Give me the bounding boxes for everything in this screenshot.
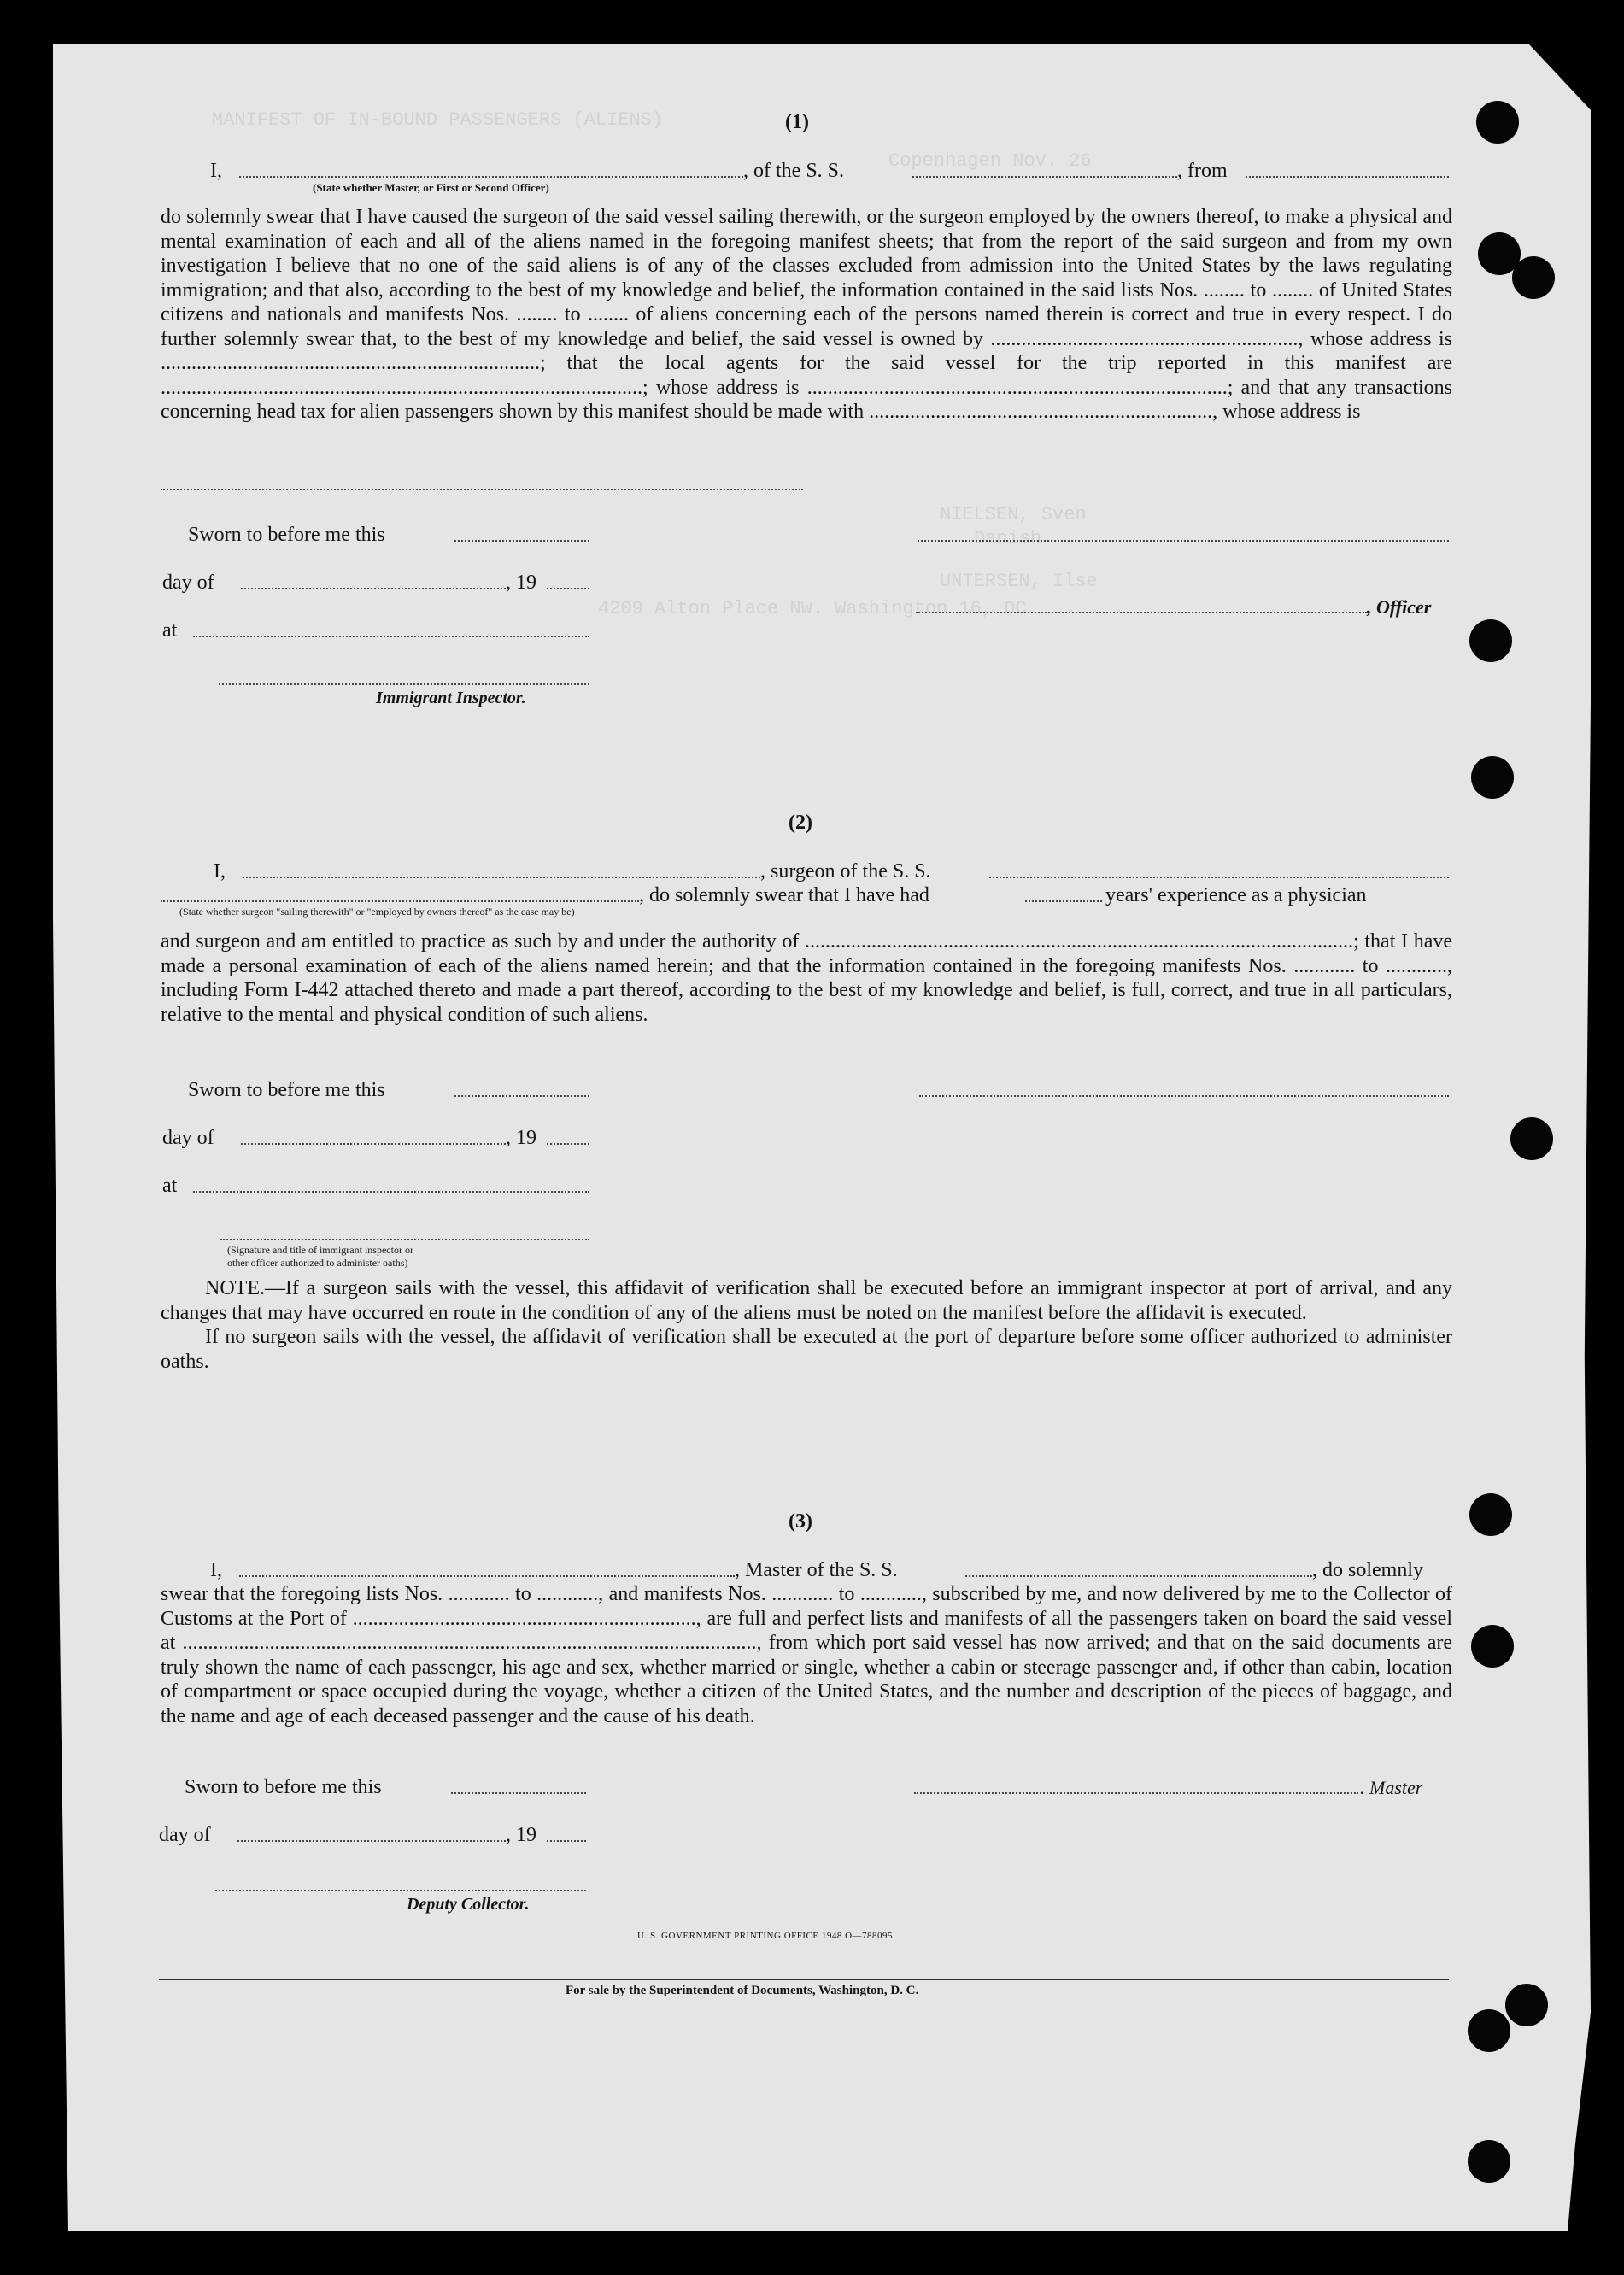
at-place-field[interactable] [193, 1191, 589, 1193]
year-field[interactable] [547, 588, 589, 589]
collector-label: Deputy Collector. [407, 1895, 530, 1914]
address-field[interactable] [161, 489, 803, 490]
punch-hole [1471, 1625, 1514, 1668]
at-label: at [162, 619, 178, 642]
note-label: NOTE. [205, 1277, 265, 1299]
section-number: (2) [789, 812, 812, 834]
field-hint: (State whether Master, or First or Second Officer) [313, 181, 549, 194]
year-label: , 19 [506, 1824, 536, 1846]
years-field[interactable] [1025, 900, 1102, 902]
master-signature-field[interactable] [914, 1792, 1358, 1794]
year-label: , 19 [506, 572, 536, 594]
year-label: , 19 [506, 1127, 536, 1149]
at-place-field[interactable] [193, 636, 589, 637]
footer-rule [159, 1979, 1449, 1980]
note-body: —If a surgeon sails with the vessel, this affidavit of verification shall be executed before an immigrant inspector at port of arrival, and any changes that may have occurred en route in the condition of any of the aliens must be noted on the manifest before the affidavit is executed. [161, 1277, 1452, 1324]
signature-field[interactable] [918, 540, 1449, 542]
officer-label: , Officer [1367, 596, 1432, 618]
punch-hole [1505, 1984, 1548, 2026]
show-through-text: Danish [974, 528, 1042, 549]
show-through-text: NIELSEN, Sven [940, 504, 1087, 525]
oath-text: swear that the foregoing lists Nos. ............ to ............, and manifests Nos. ............ to ............, subscribed by me, and now delivered by me to the Collector of Customs at the Port of ..................................................................., are full and perfect lists and manifests of all the passengers taken on board the said vessel at ................................................................................................................, from which port said vessel has now arrived; and that on the said documents are truly shown the name of each passenger, his age and sex, whether married or single, whether a cabin or steerage passenger and, if other than cabin, location of compartment or space occupied during the voyage, whether a citizen of the United States, and the number and description of the pieces of baggage, and the name and age of each deceased passenger and the cause of his death. [161, 1583, 1452, 1727]
inspector-label: Immigrant Inspector. [376, 689, 526, 707]
surgeon-type-field[interactable] [161, 900, 639, 902]
vessel-name-field[interactable] [989, 877, 1449, 878]
punch-hole [1469, 1493, 1512, 1536]
line-label: , of the S. S. [743, 160, 845, 182]
sworn-label: Sworn to before me this [185, 1776, 382, 1798]
day-label: day of [162, 1127, 214, 1149]
line-label: , from [1177, 160, 1228, 182]
section-number: (1) [785, 111, 809, 133]
punch-hole [1468, 2140, 1510, 2183]
master-label: . Master [1360, 1777, 1423, 1798]
note-block [161, 1276, 1452, 1374]
note-text [161, 1276, 1452, 1325]
punch-hole [1469, 619, 1512, 662]
section-number: (3) [789, 1510, 812, 1533]
sale-notice: For sale by the Superintendent of Documents, Washington, D. C. [566, 1984, 919, 1997]
line-label: I, [214, 860, 226, 882]
oath-body [161, 1582, 1452, 1728]
oath-text: do solemnly swear that I have caused the surgeon of the said vessel sailing therewith, or the surgeon employed by the owners thereof, to make a physical and mental examination of each and all of the aliens named in the foregoing manifest sheets; that from the report of the said surgeon and from my own investigation I believe that no one of the said aliens is of any of the classes excluded from admission into the United States by the laws regulating immigration; and that also, according to the best of my knowledge and belief, the information contained in the said lists Nos. ........ to ........ of United States citizens and nationals and manifests Nos. ........ to ........ of aliens concerning each of the persons named therein is correct and true in every respect. I do further solemnly swear that, to the best of my knowledge and belief, the said vessel is owned by ............................................................, whose address is ..........................................................................; that the local agents for the said vessel for the trip reported in this manifest are ..............................................................................................; whose address is ..................................................................................; and that any transactions concerning head tax for alien passengers shown by this manifest should be made with ..................................................................., whose address is [161, 206, 1452, 423]
sworn-label: Sworn to before me this [188, 1079, 385, 1101]
punch-hole [1510, 1117, 1553, 1160]
line-label: , Master of the S. S. [735, 1559, 898, 1581]
officer-field[interactable] [239, 176, 743, 178]
line-label: , do solemnly swear that I have had [639, 884, 929, 906]
day-label: day of [162, 572, 214, 594]
inspector-signature-field[interactable] [220, 1239, 589, 1240]
oath-text: and surgeon and am entitled to practice as such by and under the authority of ...........................................................................................................; that I have made a personal examination of each of the aliens named herein; and that the information contained in the foregoing manifests Nos. ............ to ............, including Form I-442 attached thereto and made a part thereof, according to the best of my knowledge and belief, is full, correct, and true in all particulars, relative to the mental and physical condition of such aliens. [161, 930, 1452, 1026]
show-through-text: UNTERSEN, Ilse [940, 571, 1098, 592]
punch-hole [1471, 756, 1514, 799]
oath-body [161, 929, 1452, 1027]
at-label: at [162, 1175, 178, 1197]
line-label: I, [210, 160, 222, 182]
show-through-text: Copenhagen Nov. 26 [888, 150, 1092, 172]
line-label: years' experience as a physician [1105, 884, 1367, 906]
line-label: , do solemnly [1312, 1559, 1423, 1581]
day-field[interactable] [241, 1143, 506, 1145]
year-field[interactable] [547, 1840, 586, 1842]
line-label: , surgeon of the S. S. [760, 860, 931, 882]
punch-hole [1512, 256, 1555, 299]
vessel-name-field[interactable] [965, 1575, 1312, 1577]
day-field[interactable] [237, 1840, 506, 1842]
master-name-field[interactable] [239, 1575, 735, 1577]
field-hint: (Signature and title of immigrant inspector or [227, 1244, 413, 1256]
day-label: day of [159, 1824, 211, 1846]
note-text-2: If no surgeon sails with the vessel, the affidavit of verification shall be executed at the port of departure before some officer authorized to administer oaths. [161, 1326, 1452, 1373]
line-label: I, [210, 1559, 222, 1581]
signature-field[interactable] [919, 1095, 1449, 1097]
year-field[interactable] [547, 1143, 589, 1145]
officer-signature-field[interactable] [916, 612, 1367, 613]
from-port-field[interactable] [1246, 176, 1449, 178]
oath-body [161, 205, 1452, 425]
sworn-date-field[interactable] [454, 1095, 589, 1097]
show-through-text: MANIFEST OF IN-BOUND PASSENGERS (ALIENS) [212, 109, 664, 131]
printer-imprint: U. S. GOVERNMENT PRINTING OFFICE 1948 O—788095 [637, 1931, 894, 1941]
field-hint: other officer authorized to administer oaths) [227, 1257, 408, 1269]
inspector-signature-field[interactable] [219, 683, 589, 685]
sworn-date-field[interactable] [454, 540, 589, 542]
surgeon-name-field[interactable] [243, 877, 760, 878]
day-field[interactable] [241, 588, 506, 589]
collector-signature-field[interactable] [215, 1890, 586, 1891]
show-through-text: 4209 Alton Place NW. Washington 16, DC [598, 598, 1027, 619]
vessel-name-field[interactable] [912, 176, 1177, 178]
punch-hole [1468, 2009, 1510, 2052]
sworn-date-field[interactable] [451, 1792, 586, 1794]
punch-hole [1476, 101, 1519, 144]
sworn-label: Sworn to before me this [188, 524, 385, 546]
field-hint: (State whether surgeon "sailing therewith" or "employed by owners thereof" as the case may be) [179, 906, 575, 918]
